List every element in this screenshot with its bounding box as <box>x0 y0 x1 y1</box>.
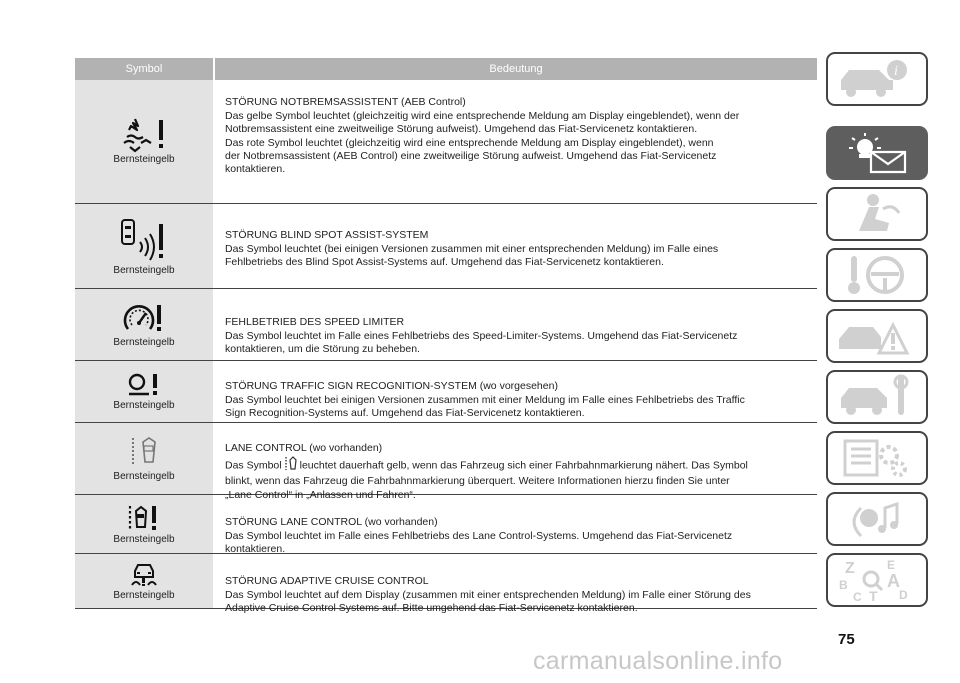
row-text: Das Symbol leuchtet im Falle eines Fehlbetriebs des Lane Control-Systems. Umgehend das Fiat-Servicenetz kontaktieren. <box>225 529 733 556</box>
row-text: Das Symbol leuchtet (bei einigen Versionen zusammen mit einer entsprechenden Meldung) im Falle eines Fehlbetriebs des Blind Spot Assist-Systems auf. Umgehend das Fiat-Servicenetz kontaktieren. <box>225 242 719 269</box>
description-cell <box>213 80 817 203</box>
table-row <box>75 80 817 204</box>
alphabetical-index-icon <box>835 557 919 603</box>
symbol-color-label: Bernsteingelb <box>113 400 175 411</box>
lane-control-icon <box>129 435 159 469</box>
car-accident-warning-icon <box>835 313 919 359</box>
symbol-cell <box>75 204 213 288</box>
tab-maintenance[interactable] <box>826 370 928 424</box>
index-letter: A <box>887 571 900 591</box>
row-text: Das Symbol leuchtet im Falle eines Fehlbetriebs des Speed-Limiter-Systems. Umgehend das Fiat-Servicenetz kontaktieren, um die Störung zu beheben. <box>225 329 738 356</box>
row-title: LANE CONTROL (wo vorhanden) <box>225 442 383 455</box>
row-text-a: Das Symbol <box>225 459 282 472</box>
seat-airbag-icon <box>835 191 919 237</box>
index-letter: E <box>887 558 896 572</box>
row-text: Das gelbe Symbol leuchtet (gleichzeitig wird eine entsprechende Meldung am Display eingeblendet), wenn der Notbremsassistent eine zweitweilige Störung aufweist). Umgehend das Fiat-Servicenetz kontaktieren. Das rote Symbol leuchtet (gleichzeitig wird eine entsprechende Meldung am Display eingeblendet), wenn der Notbremsassistent (AEB Control) eine zweitweilige Störung aufweist. Umgehend das Fiat-Servicenetz kontaktieren. <box>225 109 740 176</box>
row-title: STÖRUNG NOTBREMSASSISTENT (AEB Control) <box>225 96 466 109</box>
tab-index[interactable] <box>826 553 928 607</box>
tab-seats-airbags[interactable] <box>826 187 928 241</box>
table-header <box>75 58 817 80</box>
multimedia-music-icon <box>835 496 919 542</box>
table-row <box>75 423 817 501</box>
blind-spot-warning-icon <box>120 217 168 263</box>
symbol-cell <box>75 495 213 553</box>
tab-car-info[interactable] <box>826 52 928 106</box>
description-cell <box>213 204 817 288</box>
description-cell <box>213 423 817 501</box>
header-meaning: Bedeutung <box>489 63 543 75</box>
car-maintenance-tools-icon <box>835 374 919 420</box>
row-title: STÖRUNG BLIND SPOT ASSIST-SYSTEM <box>225 229 429 242</box>
description-cell <box>213 554 817 615</box>
symbol-color-label: Bernsteingelb <box>113 471 175 482</box>
symbol-cell <box>75 423 213 494</box>
symbol-cell <box>75 361 213 422</box>
row-text: Das Symbol leuchtet auf dem Display (zusammen mit einer entsprechenden Meldung) im Falle einer Störung des Adaptive Cruise Control Systems auf. Bitte umgehend das Fiat-Servicenetz kontaktieren. <box>225 588 751 615</box>
index-letter: T <box>869 588 878 603</box>
table-row <box>75 495 817 554</box>
symbol-color-label: Bernsteingelb <box>113 154 175 165</box>
index-letter: D <box>899 588 908 602</box>
row-title: STÖRUNG LANE CONTROL (wo vorhanden) <box>225 516 438 529</box>
header-symbol: Symbol <box>75 58 215 80</box>
symbol-color-label: Bernsteingelb <box>113 337 175 348</box>
tab-emergency[interactable] <box>826 309 928 363</box>
table-row <box>75 204 817 289</box>
technical-data-gears-icon <box>835 435 919 481</box>
table-row <box>75 361 817 423</box>
car-info-icon <box>835 56 919 102</box>
watermark: carmanualsonline.info <box>533 647 783 675</box>
aeb-warning-icon <box>121 118 167 152</box>
lane-control-inline-icon <box>284 456 298 475</box>
page-number: 75 <box>838 631 855 648</box>
symbol-color-label: Bernsteingelb <box>113 264 175 276</box>
index-letter: C <box>853 590 862 603</box>
tab-technical-data[interactable] <box>826 431 928 485</box>
row-title: FEHLBETRIEB DES SPEED LIMITER <box>225 316 405 329</box>
warning-lights-table <box>75 58 817 615</box>
key-steering-wheel-icon <box>835 252 919 298</box>
tab-warning-lights[interactable] <box>826 126 928 180</box>
lane-control-failure-icon <box>127 504 161 532</box>
symbol-cell <box>75 554 213 608</box>
index-letter: B <box>839 578 848 592</box>
symbol-cell <box>75 289 213 360</box>
traffic-sign-warning-icon <box>127 372 161 398</box>
row-text-b: leuchtet dauerhaft gelb, wenn das Fahrzeug sich einer Fahrbahnmarkierung nähert. Das Symbol blinkt, wenn das Fahrzeug die Fahrbahnmarkierung überquert. Weitere Informationen hierzu finden Sie unter „Lane Control“ in „Anlassen und Fahren“. <box>225 459 748 501</box>
table-row <box>75 289 817 361</box>
speed-limiter-warning-icon <box>122 301 166 335</box>
symbol-color-label: Bernsteingelb <box>113 533 175 545</box>
symbol-color-label: Bernsteingelb <box>113 589 175 601</box>
adaptive-cruise-warning-icon <box>128 562 160 588</box>
index-letter: Z <box>845 560 855 577</box>
tab-multimedia[interactable] <box>826 492 928 546</box>
warning-lights-message-icon <box>835 130 919 176</box>
svg-text:i: i <box>894 64 898 79</box>
row-title: STÖRUNG ADAPTIVE CRUISE CONTROL <box>225 575 429 588</box>
row-title: STÖRUNG TRAFFIC SIGN RECOGNITION-SYSTEM (wo vorgesehen) <box>225 380 558 393</box>
description-cell <box>213 495 817 556</box>
row-text: Das Symbol leuchtet bei einigen Versionen zusammen mit einer Meldung im Falle eines Fehlbetriebs des Traffic Sign Recognition-Systems auf. Umgehend das Fiat-Servicenetz kontaktieren. <box>225 393 745 420</box>
symbol-cell <box>75 80 213 203</box>
table-row <box>75 554 817 615</box>
tab-key-steering[interactable] <box>826 248 928 302</box>
description-cell <box>213 361 817 422</box>
description-cell <box>213 289 817 360</box>
